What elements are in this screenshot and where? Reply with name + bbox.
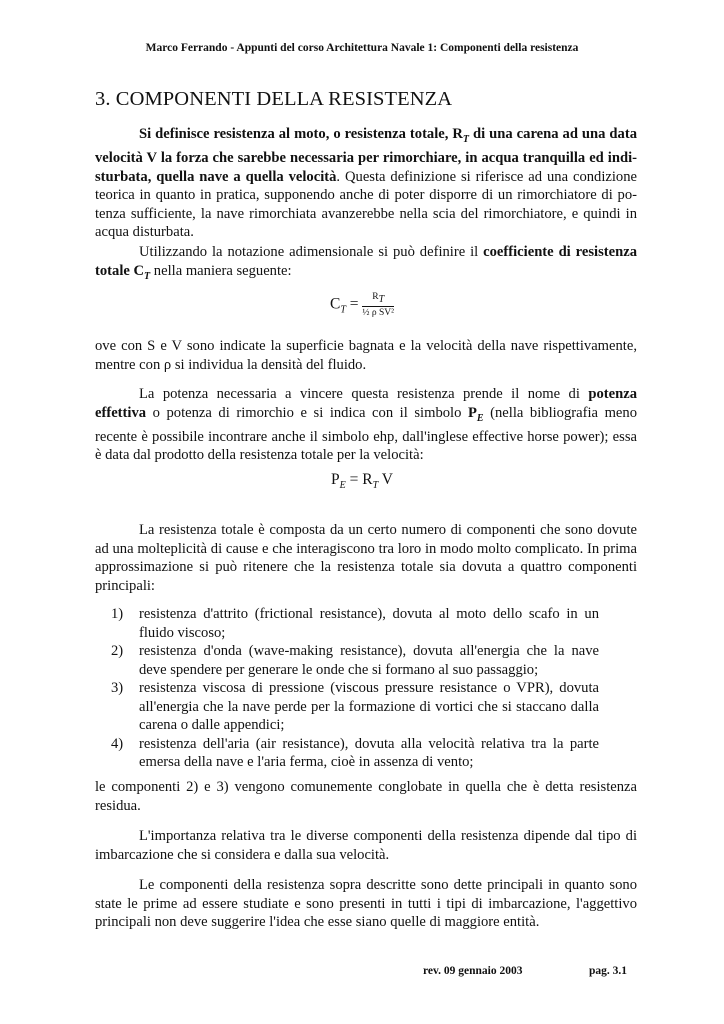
list-item-text: resistenza d'onda (wave-making resistance), dovuta all'energia che la nave deve spendere per generare le onde che si formano al suo passaggio; <box>139 643 599 678</box>
formula-ct-numerator <box>362 292 394 307</box>
power-bold-2: P <box>467 404 477 421</box>
power-sub: E <box>476 412 484 424</box>
footer-revision: rev. 09 gennaio 2003 <box>423 965 523 977</box>
definition-sub: T <box>462 133 470 145</box>
coefficient-sub: T <box>144 270 151 282</box>
list-item <box>111 679 599 735</box>
formula-ct-fraction <box>362 292 394 318</box>
formula-pe-lhs: P <box>331 471 340 488</box>
section-title: 3. COMPONENTI DELLA RESISTENZA <box>95 88 453 110</box>
list-item <box>111 605 599 642</box>
definition-rest: . Questa definizione si riferisce ad una condizione teorica in quanto in pratica, supponendo anche di poter disporre di un rimorchiatore di po-tenza sufficiente, la nave rimorchiata avanzerebbe nella scia del rimorchiatore, e quindi in acqua disturbata. <box>95 168 637 241</box>
list-item <box>111 735 599 772</box>
paragraph-importance: L'importanza relativa tra le diverse componenti della resistenza dipende dal tipo di imbarcazione che si considera e dalla sua velocità. <box>95 828 637 863</box>
list-item-number: 2) <box>111 643 124 659</box>
formula-ct <box>0 292 724 318</box>
list-item-number: 4) <box>111 735 124 752</box>
formula-ct-equals: = <box>345 295 363 313</box>
formula-ct-lhs: C <box>329 295 341 313</box>
definition-bold-2: di una carena ad una data velocità V la forza che sarebbe necessaria per rimorchiare, in acqua tranquilla ed indi-sturbata, quella nave a quella velocità <box>95 126 637 185</box>
paragraph-residual: le componenti 2) e 3) vengono comunemente conglobate in quella che è detta resistenza residua. <box>95 779 637 814</box>
numerator-r: R <box>372 292 379 302</box>
formula-pe-lhs-sub: E <box>339 480 346 492</box>
formula-pe <box>0 471 724 491</box>
formula-pe-mid-sub: T <box>372 480 379 492</box>
coefficient-bold: coefficiente di resistenza totale C <box>95 244 637 279</box>
power-text-2: o potenza di rimorchio e si indica con il simbolo <box>146 404 468 421</box>
formula-pe-mid: = R <box>345 471 373 488</box>
formula-pe-rhs: V <box>378 471 393 488</box>
list-item-number: 1) <box>111 606 124 622</box>
paragraph-power <box>95 385 637 465</box>
power-text-1: La potenza necessaria a vincere questa resistenza prende il nome di <box>139 386 589 402</box>
power-text-3: (nella bibliografia meno recente è possibile incontrare anche il simbolo ehp, dall'inglese effective horse power); essa è data dal prodotto della resistenza totale per la velocità: <box>95 404 637 464</box>
numerator-sub: T <box>378 293 385 305</box>
definition-bold-1: Si definisce resistenza al moto, o resistenza totale, R <box>139 126 463 142</box>
list-item <box>111 642 599 679</box>
formula-ct-lhs-sub: T <box>340 304 346 316</box>
page-header: Marco Ferrando - Appunti del corso Architettura Navale 1: Componenti della resistenza <box>145 42 579 54</box>
list-item-text: resistenza dell'aria (air resistance), dovuta alla velocità relativa tra la parte emersa della nave e l'aria ferma, cioè in assenza di vento; <box>139 735 599 770</box>
coefficient-text-2: nella maniera seguente: <box>150 262 292 279</box>
coefficient-text-1: Utilizzando la notazione adimensionale si può definire il <box>139 244 484 260</box>
formula-ct-denominator: ½ ρ SV² <box>362 307 394 318</box>
paragraph-components: La resistenza totale è composta da un certo numero di componenti che sono dovute ad una molteplicità di cause e che interagiscono tra loro in modo molto complicato. In prima approssimazione si può ritenere che la resistenza totale sia dovuta a quattro componenti principali: <box>95 522 637 594</box>
list-item-number: 3) <box>111 680 124 696</box>
paragraph-symbols: ove con S e V sono indicate la superficie bagnata e la velocità della nave rispettivamente, mentre con ρ si individua la densità del fluido. <box>95 338 637 373</box>
paragraph-coefficient <box>95 243 637 286</box>
components-list <box>111 605 599 772</box>
list-item-text: resistenza d'attrito (frictional resistance), dovuta al moto dello scafo in un fluido viscoso; <box>139 606 599 641</box>
footer-page-number: pag. 3.1 <box>589 965 628 977</box>
power-bold-1: potenza effettiva <box>95 386 637 421</box>
paragraph-definition <box>95 125 637 242</box>
paragraph-principal: Le componenti della resistenza sopra descritte sono dette principali in quanto sono state le prime ad essere studiate e sono presenti in tutti i tipi di imbarcazione, l'aggettivo principali non deve suggerire l'idea che esse siano quelle di maggiore entità. <box>95 877 637 930</box>
list-item-text: resistenza viscosa di pressione (viscous pressure resistance o VPR), dovuta all'energia che la nave perde per la formazione di vortici che si staccano dalla carena o dalle appendici; <box>139 680 599 733</box>
